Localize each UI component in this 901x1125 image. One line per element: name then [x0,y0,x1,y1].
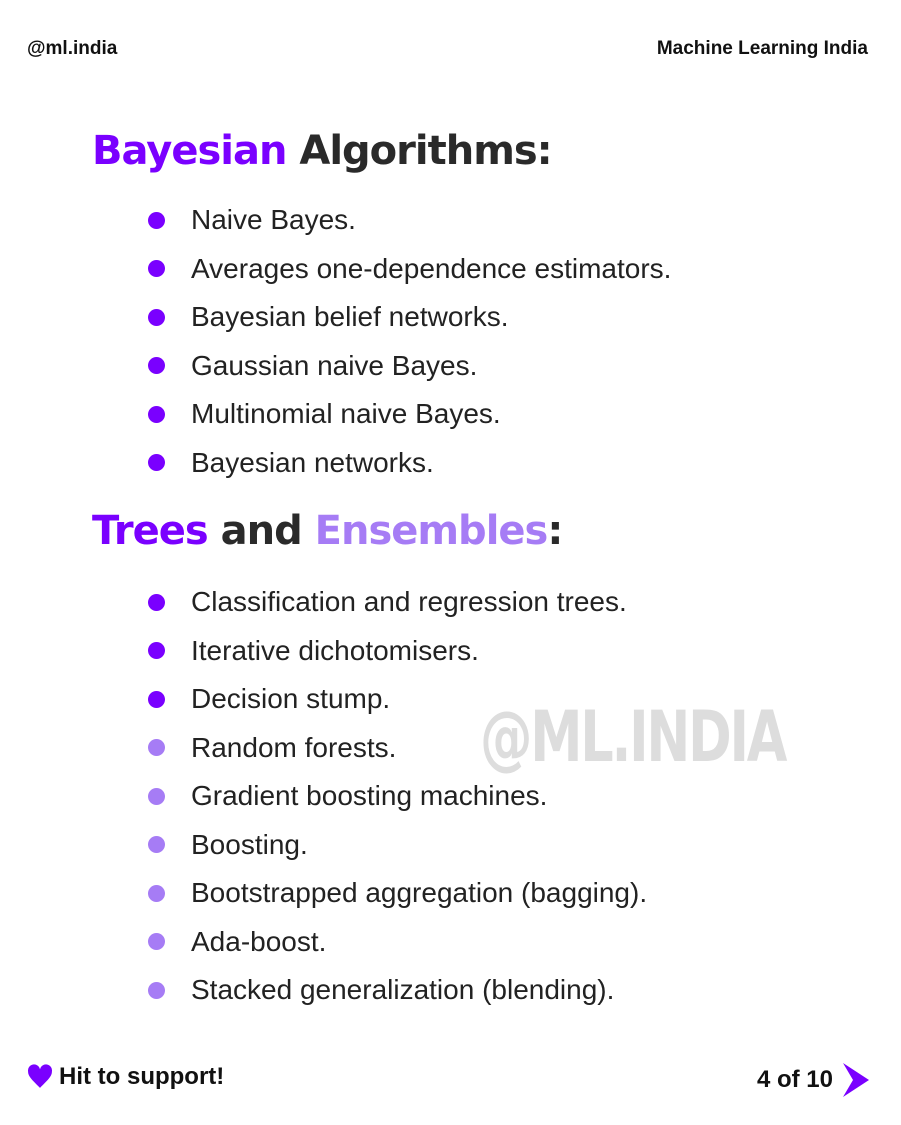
item-label: Boosting. [191,828,308,860]
bullet-icon [148,309,165,326]
bullet-icon [148,885,165,902]
title-rest: Algorithms: [286,128,552,174]
list-item [148,342,671,391]
list-item [148,196,671,245]
bullet-icon [148,357,165,374]
support-label: Hit to support! [59,1063,225,1090]
bullet-icon [148,691,165,708]
page-indicator[interactable] [757,1063,869,1097]
list-item [148,869,647,918]
trees-list [148,578,647,1015]
bullet-icon [148,642,165,659]
bullet-icon [148,212,165,229]
item-label: Iterative dichotomisers. [191,634,479,666]
item-label: Bayesian networks. [191,446,434,478]
title-highlight-light: Ensembles [314,508,548,554]
bullet-icon [148,739,165,756]
bullet-icon [148,406,165,423]
item-label: Gaussian naive Bayes. [191,349,478,381]
item-label: Multinomial naive Bayes. [191,398,501,430]
title-rest: and [207,508,315,554]
title-colon: : [547,508,563,554]
list-item [148,918,647,967]
item-label: Random forests. [191,731,397,763]
title-highlight: Bayesian [92,128,287,174]
title-highlight: Trees [92,508,208,554]
list-item [148,627,647,676]
list-item [148,390,671,439]
list-item [148,578,647,627]
support-button[interactable] [27,1063,224,1091]
bullet-icon [148,933,165,950]
list-item [148,293,671,342]
list-item [148,439,671,488]
bayesian-list [148,196,671,487]
watermark: @ML.INDIA [480,696,786,778]
item-label: Gradient boosting machines. [191,780,548,812]
brand: Machine Learning India [656,38,868,59]
chevron-right-icon[interactable] [839,1063,869,1097]
item-label: Bootstrapped aggregation (bagging). [191,877,648,909]
bullet-icon [148,594,165,611]
item-label: Stacked generalization (blending). [191,974,615,1006]
list-item [148,966,647,1015]
section-title-bayesian [92,128,552,174]
bullet-icon [148,836,165,853]
item-label: Naive Bayes. [191,204,356,236]
list-item [148,821,647,870]
item-label: Decision stump. [191,683,391,715]
handle: @ml.india [27,38,118,59]
list-item [148,772,647,821]
section-title-trees [92,508,562,554]
heart-icon [27,1064,53,1090]
bullet-icon [148,454,165,471]
item-label: Classification and regression trees. [191,586,627,618]
page-number: 4 of 10 [756,1066,833,1093]
item-label: Averages one-dependence estimators. [191,252,672,284]
item-label: Ada-boost. [191,925,327,957]
bullet-icon [148,788,165,805]
list-item [148,245,671,294]
bullet-icon [148,982,165,999]
item-label: Bayesian belief networks. [191,301,509,333]
bullet-icon [148,260,165,277]
